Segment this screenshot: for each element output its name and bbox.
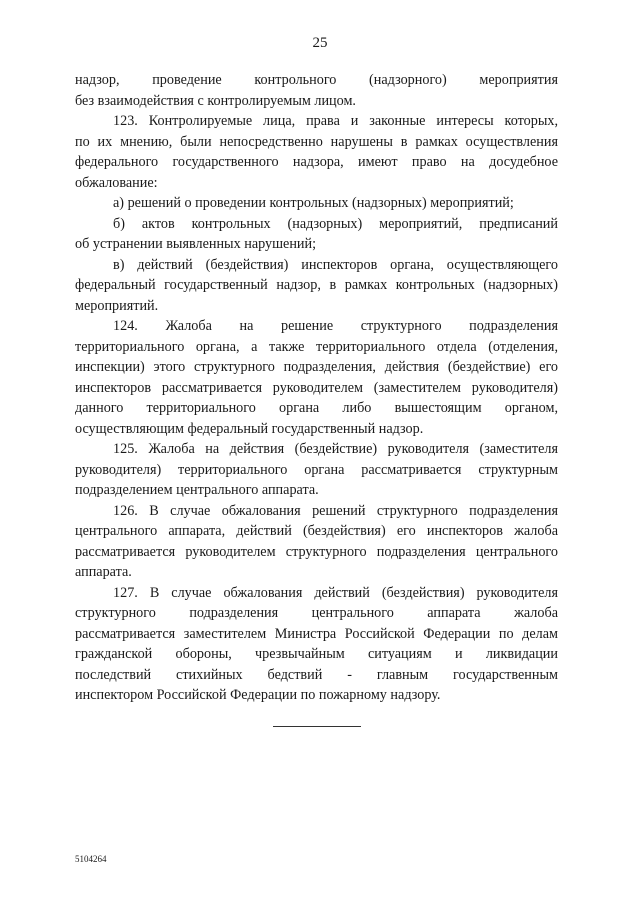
text-line: центрального аппарата, действий (бездействия) его инспекторов жалоба [75, 523, 558, 539]
text-line: инспектором Российской Федерации по пожарному надзору. [75, 687, 441, 703]
document-body [75, 70, 558, 706]
text-line: надзор, проведение контрольного (надзорного) мероприятия [75, 72, 558, 88]
text-line: подразделением центрального аппарата. [75, 482, 319, 498]
text-line: в) действий (бездействия) инспекторов органа, осуществляющего [113, 256, 558, 273]
text-line: 125. Жалоба на действия (бездействие) руководителя (заместителя [113, 441, 558, 457]
text-line: данного территориального органа либо вышестоящим органом, [75, 400, 558, 416]
text-line: гражданской обороны, чрезвычайным ситуациям и ликвидации [75, 646, 558, 662]
text-line: федеральный государственный надзор, в рамках контрольных (надзорных) [75, 277, 558, 293]
text-line: последствий стихийных бедствий - главным государственным [75, 666, 558, 683]
page-number: 25 [312, 35, 328, 51]
text-line: федерального государственного надзора, имеют право на досудебное [75, 154, 558, 170]
text-line: инспекторов рассматривается руководителем (заместителем руководителя) [75, 379, 558, 396]
text-line: рассматривается заместителем Министра Российской Федерации по делам [75, 625, 558, 642]
text-line: структурного подразделения центрального аппарата жалоба [75, 605, 558, 621]
text-line: а) решений о проведении контрольных (надзорных) мероприятий; [113, 195, 514, 211]
text-line: 127. В случае обжалования действий (бездействия) руководителя [113, 584, 558, 601]
text-line: аппарата. [75, 564, 132, 580]
text-line: 123. Контролируемые лица, права и законные интересы которых, [113, 113, 558, 129]
end-divider [273, 726, 361, 727]
text-line: б) актов контрольных (надзорных) мероприятий, предписаний [113, 215, 558, 232]
text-line: по их мнению, были непосредственно нарушены в рамках осуществления [75, 133, 558, 150]
text-line: 126. В случае обжалования решений структурного подразделения [113, 502, 558, 519]
document-code: 5104264 [75, 854, 107, 864]
text-line: без взаимодействия с контролируемым лицом. [75, 92, 356, 109]
text-line: инспекции) этого структурного подразделения, действия (бездействие) его [75, 359, 558, 375]
text-line: осуществляющим федеральный государственный надзор. [75, 420, 424, 437]
text-line: руководителя) территориального органа рассматривается структурным [75, 461, 558, 478]
text-line: об устранении выявленных нарушений; [75, 236, 317, 252]
text-line: территориального органа, а также территориального отдела (отделения, [75, 338, 558, 355]
text-line: 124. Жалоба на решение структурного подразделения [113, 318, 558, 334]
text-line: мероприятий. [75, 297, 159, 314]
text-line: рассматривается руководителем структурного подразделения центрального [75, 543, 558, 560]
text-line: обжалование: [75, 174, 158, 191]
